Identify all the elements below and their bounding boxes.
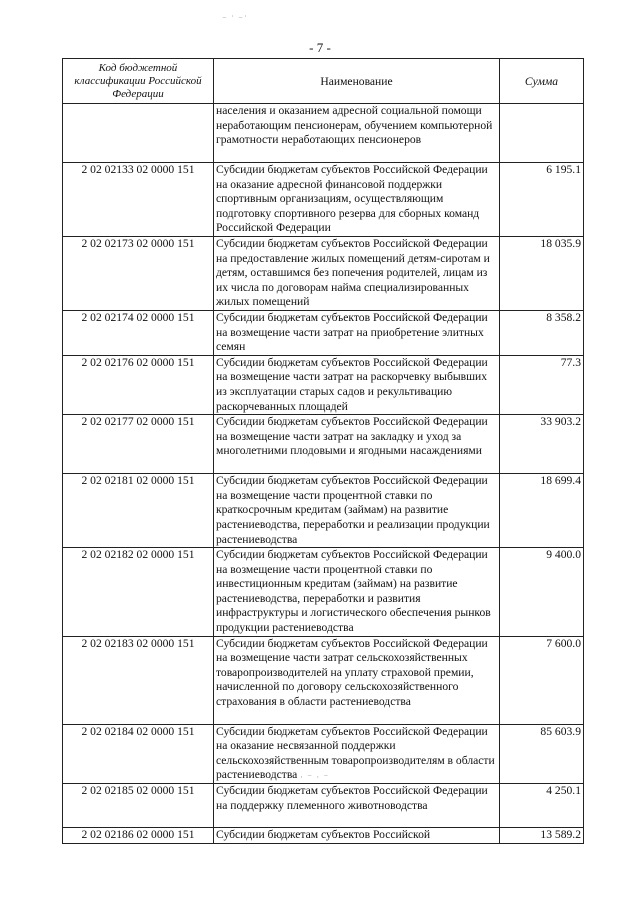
row-code: 2 02 02177 02 0000 151	[63, 415, 214, 474]
row-code: 2 02 02184 02 0000 151	[63, 724, 214, 783]
row-code: 2 02 02174 02 0000 151	[63, 310, 214, 355]
row-name: Субсидии бюджетам субъектов Российской	[214, 828, 500, 844]
row-sum: 8 358.2	[500, 310, 584, 355]
row-name: Субсидии бюджетам субъектов Российской Федерации на возмещение части затрат на закладку и уход за многолетними плодовыми и ягодными насаждениями	[214, 415, 500, 474]
table-row	[63, 104, 584, 163]
table-row	[63, 828, 584, 844]
row-sum: 18 035.9	[500, 236, 584, 310]
row-sum: 85 603.9	[500, 724, 584, 783]
table-header-row	[63, 59, 584, 104]
table-row	[63, 355, 584, 414]
row-name: Субсидии бюджетам субъектов Российской Федерации на возмещение части процентной ставки по краткосрочным кредитам (займам) на развитие растениеводства, переработки и реализации продукции растениеводства	[214, 474, 500, 548]
row-code	[63, 104, 214, 163]
header-name: Наименование	[214, 59, 500, 104]
row-code: 2 02 02185 02 0000 151	[63, 784, 214, 828]
scan-mark-top: ⁻ ˙ ⁻˙	[222, 14, 248, 24]
row-name: Субсидии бюджетам субъектов Российской Федерации на поддержку племенного животноводства	[214, 784, 500, 828]
row-sum: 4 250.1	[500, 784, 584, 828]
row-code: 2 02 02186 02 0000 151	[63, 828, 214, 844]
row-name: Субсидии бюджетам субъектов Российской Федерации на оказание адресной финансовой поддержки спортивным организациям, осуществляющим подготовку спортивного резерва для сборных команд Российской Федерации	[214, 163, 500, 237]
row-sum: 6 195.1	[500, 163, 584, 237]
row-code: 2 02 02176 02 0000 151	[63, 355, 214, 414]
table-row	[63, 415, 584, 474]
row-code: 2 02 02133 02 0000 151	[63, 163, 214, 237]
table-row	[63, 163, 584, 237]
table-row	[63, 636, 584, 724]
table-row	[63, 784, 584, 828]
row-sum	[500, 104, 584, 163]
table-row	[63, 310, 584, 355]
table-row	[63, 548, 584, 637]
row-code: 2 02 02183 02 0000 151	[63, 636, 214, 724]
row-name: Субсидии бюджетам субъектов Российской Федерации на оказание несвязанной поддержки сельскохозяйственным товаропроизводителям в области растениеводства	[214, 724, 500, 783]
row-name: населения и оказанием адресной социальной помощи неработающим пенсионерам, обучением компьютерной грамотности неработающих пенсионеров	[214, 104, 500, 163]
row-sum: 18 699.4	[500, 474, 584, 548]
budget-table	[62, 58, 584, 844]
table-row	[63, 474, 584, 548]
row-name: Субсидии бюджетам субъектов Российской Федерации на возмещение части затрат на раскорчевку выбывших из эксплуатации старых садов и рекультивацию раскорчеванных площадей	[214, 355, 500, 414]
row-code: 2 02 02181 02 0000 151	[63, 474, 214, 548]
row-code: 2 02 02173 02 0000 151	[63, 236, 214, 310]
header-sum: Сумма	[500, 59, 584, 104]
row-sum: 33 903.2	[500, 415, 584, 474]
row-sum: 9 400.0	[500, 548, 584, 637]
row-sum: 77.3	[500, 355, 584, 414]
scan-mark-bottom: · ⁻ · ⁻	[300, 772, 330, 782]
row-name: Субсидии бюджетам субъектов Российской Федерации на возмещение части затрат на приобретение элитных семян	[214, 310, 500, 355]
table-row	[63, 236, 584, 310]
row-name: Субсидии бюджетам субъектов Российской Федерации на возмещение части затрат сельскохозяйственных товаропроизводителей на уплату страховой премии, начисленной по договору сельскохозяйственного страхования в области растениеводства	[214, 636, 500, 724]
page-number: - 7 -	[309, 40, 331, 55]
row-sum: 7 600.0	[500, 636, 584, 724]
row-code: 2 02 02182 02 0000 151	[63, 548, 214, 637]
row-sum: 13 589.2	[500, 828, 584, 844]
row-name: Субсидии бюджетам субъектов Российской Федерации на предоставление жилых помещений детям-сиротам и детям, оставшимся без попечения родителей, лицам из их числа по договорам найма специализированных жилых помещений	[214, 236, 500, 310]
row-name: Субсидии бюджетам субъектов Российской Федерации на возмещение части процентной ставки по инвестиционным кредитам (займам) на развитие растениеводства, переработки и развития инфраструктуры и логистического обеспечения рынков продукции растениеводства	[214, 548, 500, 637]
header-code: Код бюджетной классификации Российской Федерации	[63, 59, 214, 104]
